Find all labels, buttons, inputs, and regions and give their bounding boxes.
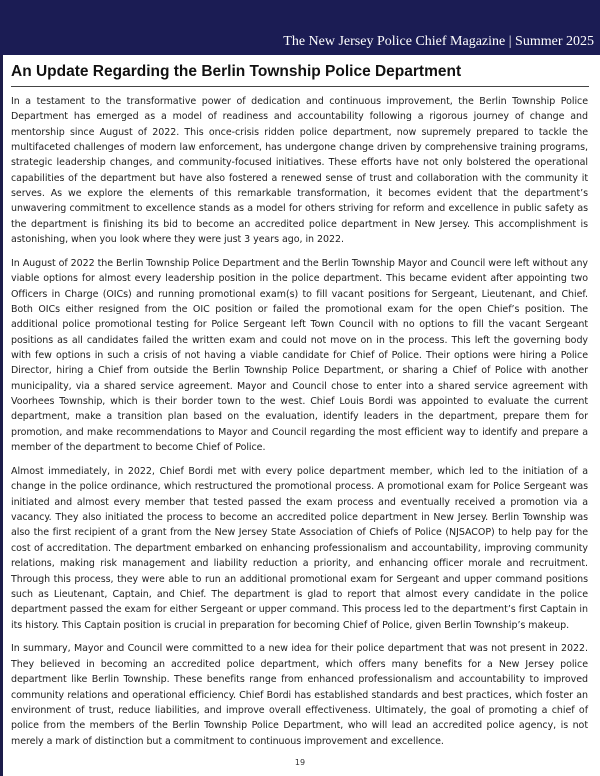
left-margin-rule <box>0 0 3 776</box>
article-title: An Update Regarding the Berlin Township Police Department <box>11 63 462 80</box>
article-paragraph-2: In August of 2022 the Berlin Township Police Department and the Berlin Township Mayor and Council were left without any viable options for almost every leadership position in the police department. This became evident after appointing two Officers in Charge (OICs) and running promotional exam(s) to fill vacant positions for Sergeant, Lieutenant, and Chief. Both OICs either resigned from the OIC position or failed the promotional exam for the open Chief’s position. The additional police promotional testing for Police Sergeant left Town Council with no options to fill the vacant Sergeant positions as all candidates failed the written exam and could not move on in the process. This left the governing body with few options in such a crisis of not having a viable candidate for Chief of Police. Their options were hiring a Police Director, hiring a Chief from outside the Berlin Township Police Department, or sharing a Chief of Police with another municipality, via a shared service agreement. Mayor and Council chose to enter into a shared service agreement with Voorhees Township, which is their border town to the west. Chief Louis Bordi was appointed to evaluate the current department, make a transition plan based on the evaluation, identify leaders in the department, prepare them for promotion, and make recommendations to Mayor and Council regarding the most efficient way to identify and prepare a member of the department to become Chief of Police. <box>11 258 588 454</box>
magazine-header <box>0 0 600 55</box>
page-number: 19 <box>294 758 306 767</box>
title-divider <box>11 86 589 87</box>
article-paragraph-3: Almost immediately, in 2022, Chief Bordi met with every police department member, which led to the initiation of a change in the police ordinance, which restructured the promotional process. A promotional exam for Police Sergeant was initiated and almost every member that tested passed the exam process and eventually received a promotion via a vacancy. They also initiated the process to become an accredited police department in New Jersey. Berlin Township was also the first recipient of a grant from the New Jersey State Association of Chiefs of Police (NJSACOP) to help pay for the cost of accreditation. The department embarked on enhancing professionalism and accountability, improving community relations, making risk management and liability reduction a priority, and enhancing officer morale and recruitment. Through this process, they were able to run an additional promotional exam for Sergeant and upper command positions such as Lieutenant, Captain, and Chief. The department is glad to report that almost every candidate in the police department passed the exam for either Sergeant or upper command. This process led to the department’s first Captain in its history. This Captain position is crucial in preparation for becoming Chief of Police, given Berlin Township’s makeup. <box>11 466 588 631</box>
article-paragraph-4: In summary, Mayor and Council were committed to a new idea for their police department that was not present in 2022. They believed in becoming an accredited police department, which offers many benefits for a New Jersey police department like Berlin Township. These benefits range from enhanced professionalism and accountability to improved community relations and operational efficiency. Chief Bordi has established standards and best practices, which foster an environment of trust, reduce liabilities, and improve overall effectiveness. Ultimately, the goal of promoting a chief of police from the members of the Berlin Township Police Department, who will lead an accredited police agency, is not merely a mark of distinction but a commitment to continuous improvement and excellence. <box>11 643 588 747</box>
article-paragraph-1: In a testament to the transformative power of dedication and continuous improvement, the Berlin Township Police Department has emerged as a model of readiness and accountability following a rigorous journey of change and mentorship since August of 2022. This once-crisis ridden police department, now supremely prepared to tackle the multifaceted challenges of modern law enforcement, has undergone change driven by comprehensive training programs, strategic leadership changes, and community-focused initiatives. These efforts have not only bolstered the operational capabilities of the department but have also fostered a renewed sense of trust and collaboration with the community it serves. As we explore the elements of this remarkable transformation, it becomes evident that the department’s unwavering commitment to excellence stands as a model for others striving for reform and excellence in public safety as the department is finishing its bid to become an accredited police department in New Jersey. This accomplishment is astonishing, when you look where they were just 3 years ago, in 2022. <box>11 96 588 246</box>
publication-title: The New Jersey Police Chief Magazine | Summer 2025 <box>283 34 594 49</box>
article-body <box>11 94 588 757</box>
